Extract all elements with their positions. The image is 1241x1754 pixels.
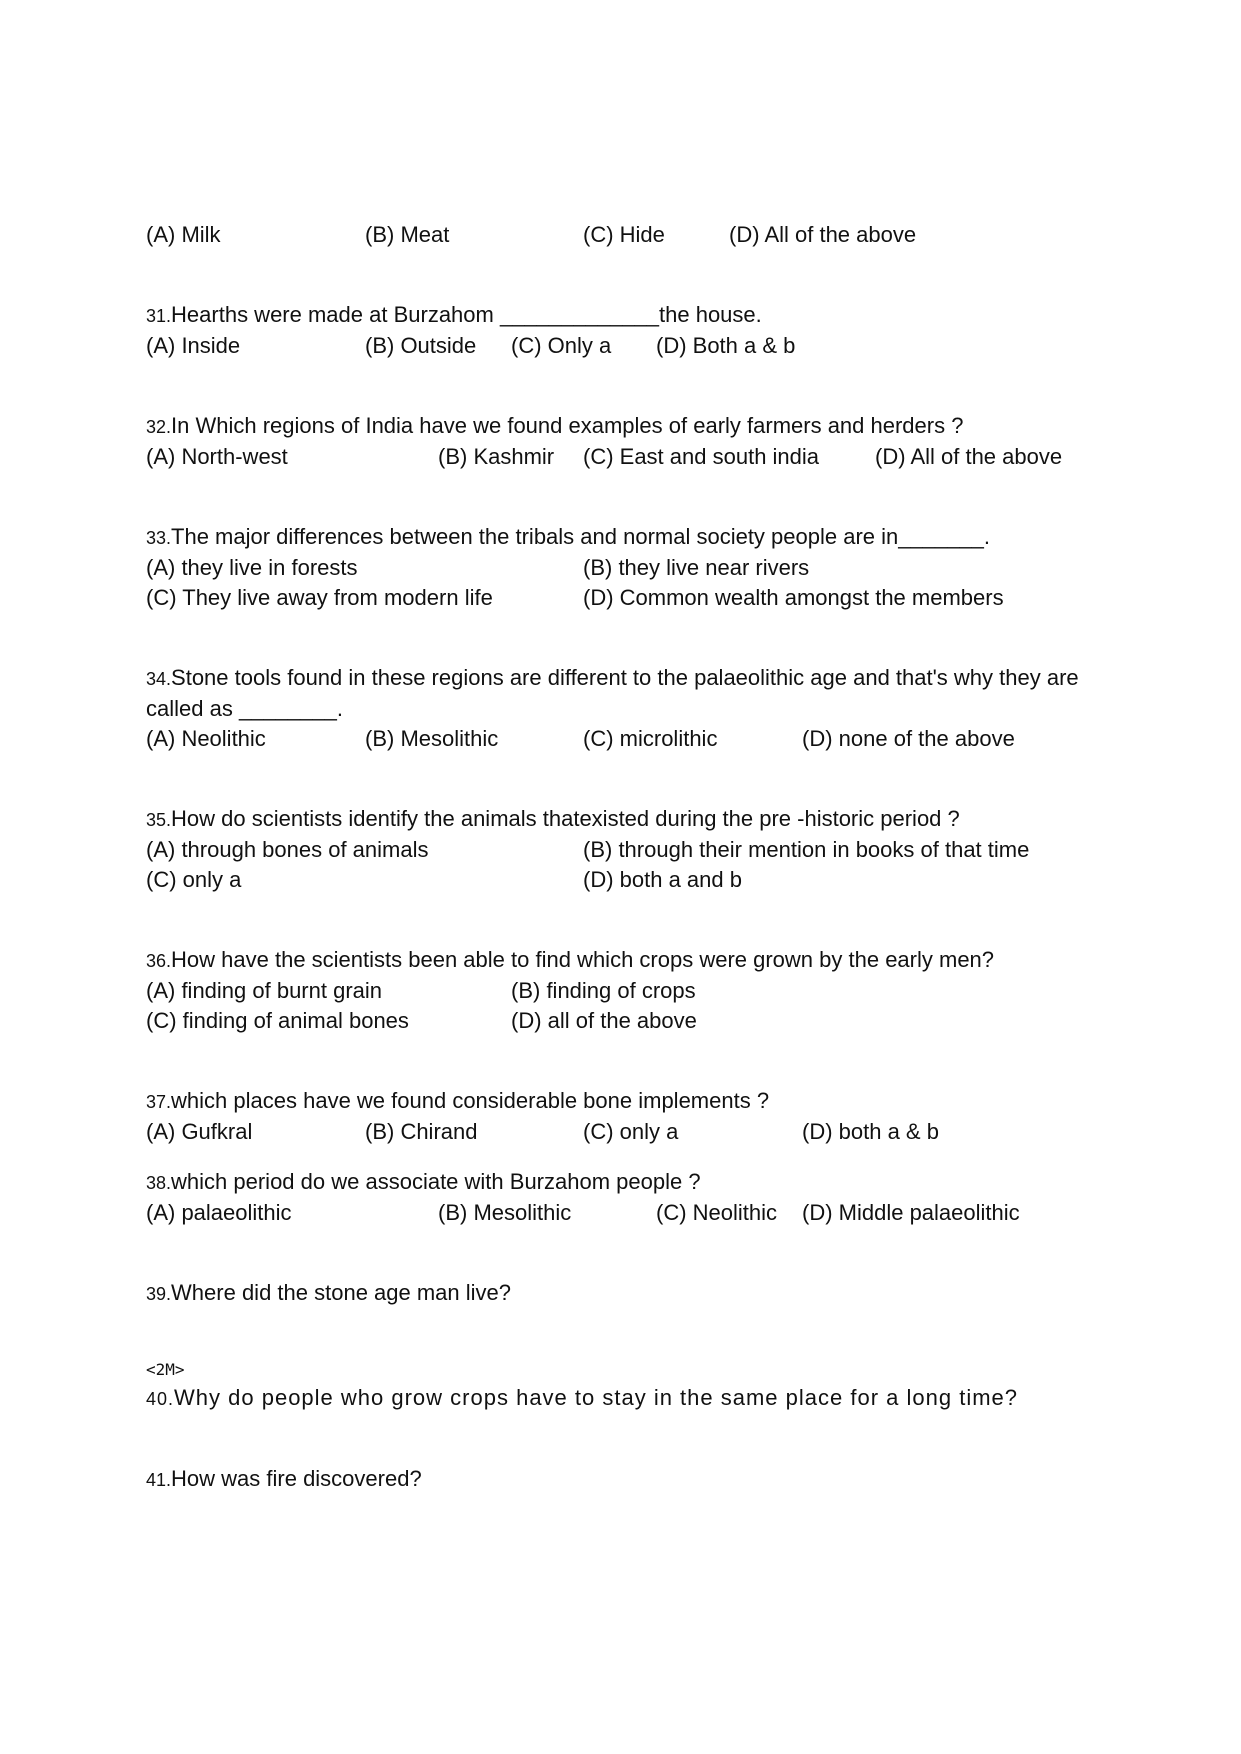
q40-number: 40. (146, 1389, 175, 1409)
q38-options (146, 1198, 1146, 1228)
q30-options (146, 220, 1146, 250)
question-sheet (146, 220, 1146, 1495)
q35-options-row2 (146, 865, 1146, 895)
q32-option-b: (B) Kashmir (438, 444, 555, 469)
q36-option-a: (A) finding of burnt grain (146, 978, 383, 1003)
q38-option-c: (C) Neolithic (656, 1200, 778, 1225)
q37-number: 37. (146, 1092, 172, 1112)
q32-option-d: (D) All of the above (875, 444, 1063, 469)
q37-option-a: (A) Gufkral (146, 1119, 253, 1144)
q31-text: Hearths were made at Burzahom _____________the house. (171, 302, 762, 327)
q38-option-b: (B) Mesolithic (438, 1200, 572, 1225)
q37-question (146, 1086, 1146, 1117)
q38-option-a: (A) palaeolithic (146, 1200, 292, 1225)
q34-question (146, 663, 1086, 724)
q33-option-d: (D) Common wealth amongst the members (583, 585, 1004, 610)
q35-number: 35. (146, 810, 172, 830)
q36-question (146, 945, 1146, 976)
q37-option-c: (C) only a (583, 1119, 679, 1144)
q34-option-a: (A) Neolithic (146, 726, 266, 751)
q39-number: 39. (146, 1284, 172, 1304)
q39-question (146, 1278, 1146, 1309)
q34-option-c: (C) microlithic (583, 726, 718, 751)
q30-option-a: (A) Milk (146, 222, 221, 247)
q36-number: 36. (146, 951, 172, 971)
q32-options (146, 442, 1146, 472)
q31-option-a: (A) Inside (146, 333, 241, 358)
q35-option-b: (B) through their mention in books of that time (583, 837, 1030, 862)
q33-option-a: (A) they live in forests (146, 555, 358, 580)
q32-question (146, 411, 1146, 442)
q40-question (146, 1383, 1146, 1414)
q32-text: In Which regions of India have we found examples of early farmers and herders ? (171, 413, 964, 438)
q38-question (146, 1167, 1146, 1198)
q31-options (146, 331, 1146, 361)
q35-text: How do scientists identify the animals thatexisted during the pre -historic period ? (171, 806, 960, 831)
q35-option-a: (A) through bones of animals (146, 837, 429, 862)
q33-question (146, 522, 1146, 553)
q30-option-d: (D) All of the above (729, 222, 917, 247)
q30-option-c: (C) Hide (583, 222, 665, 247)
q37-option-b: (B) Chirand (365, 1119, 478, 1144)
q33-options-row2 (146, 583, 1146, 613)
q41-number: 41. (146, 1470, 172, 1490)
q35-options-row1 (146, 835, 1146, 865)
q36-option-c: (C) finding of animal bones (146, 1008, 409, 1033)
q34-option-b: (B) Mesolithic (365, 726, 499, 751)
q36-option-d: (D) all of the above (511, 1008, 697, 1033)
q35-question (146, 804, 1146, 835)
q36-options-row1 (146, 976, 1146, 1006)
q36-text: How have the scientists been able to find which crops were grown by the early men? (171, 947, 995, 972)
q33-option-c: (C) They live away from modern life (146, 585, 493, 610)
q41-text: How was fire discovered? (171, 1466, 422, 1491)
q31-option-d: (D) Both a & b (656, 333, 796, 358)
q31-question (146, 300, 1146, 331)
q34-number: 34. (146, 669, 172, 689)
q33-options-row1 (146, 553, 1146, 583)
q31-number: 31. (146, 306, 172, 326)
q37-option-d: (D) both a & b (802, 1119, 939, 1144)
q33-number: 33. (146, 528, 172, 548)
q37-text: which places have we found considerable bone implements ? (171, 1088, 770, 1113)
q37-options (146, 1117, 1146, 1147)
q32-number: 32. (146, 417, 172, 437)
q40-text: Why do people who grow crops have to stay in the same place for a long time? (174, 1385, 1019, 1410)
q30-option-b: (B) Meat (365, 222, 450, 247)
q38-text: which period do we associate with Burzahom people ? (171, 1169, 701, 1194)
q33-option-b: (B) they live near rivers (583, 555, 810, 580)
q34-text: Stone tools found in these regions are different to the palaeolithic age and that's why they are called as ________. (146, 665, 1079, 721)
section-marks-label: <2M> (146, 1360, 185, 1379)
q39-text: Where did the stone age man live? (171, 1280, 512, 1305)
q34-option-d: (D) none of the above (802, 726, 1015, 751)
q36-options-row2 (146, 1006, 1146, 1036)
q38-number: 38. (146, 1173, 172, 1193)
q38-option-d: (D) Middle palaeolithic (802, 1200, 1020, 1225)
q32-option-c: (C) East and south india (583, 444, 820, 469)
q32-option-a: (A) North-west (146, 444, 288, 469)
q34-options (146, 724, 1146, 754)
q33-text: The major differences between the tribals and normal society people are in_______. (171, 524, 991, 549)
q41-question (146, 1464, 1146, 1495)
q31-option-c: (C) Only a (511, 333, 612, 358)
q35-option-c: (C) only a (146, 867, 242, 892)
q31-option-b: (B) Outside (365, 333, 477, 358)
q35-option-d: (D) both a and b (583, 867, 742, 892)
q36-option-b: (B) finding of crops (511, 978, 696, 1003)
